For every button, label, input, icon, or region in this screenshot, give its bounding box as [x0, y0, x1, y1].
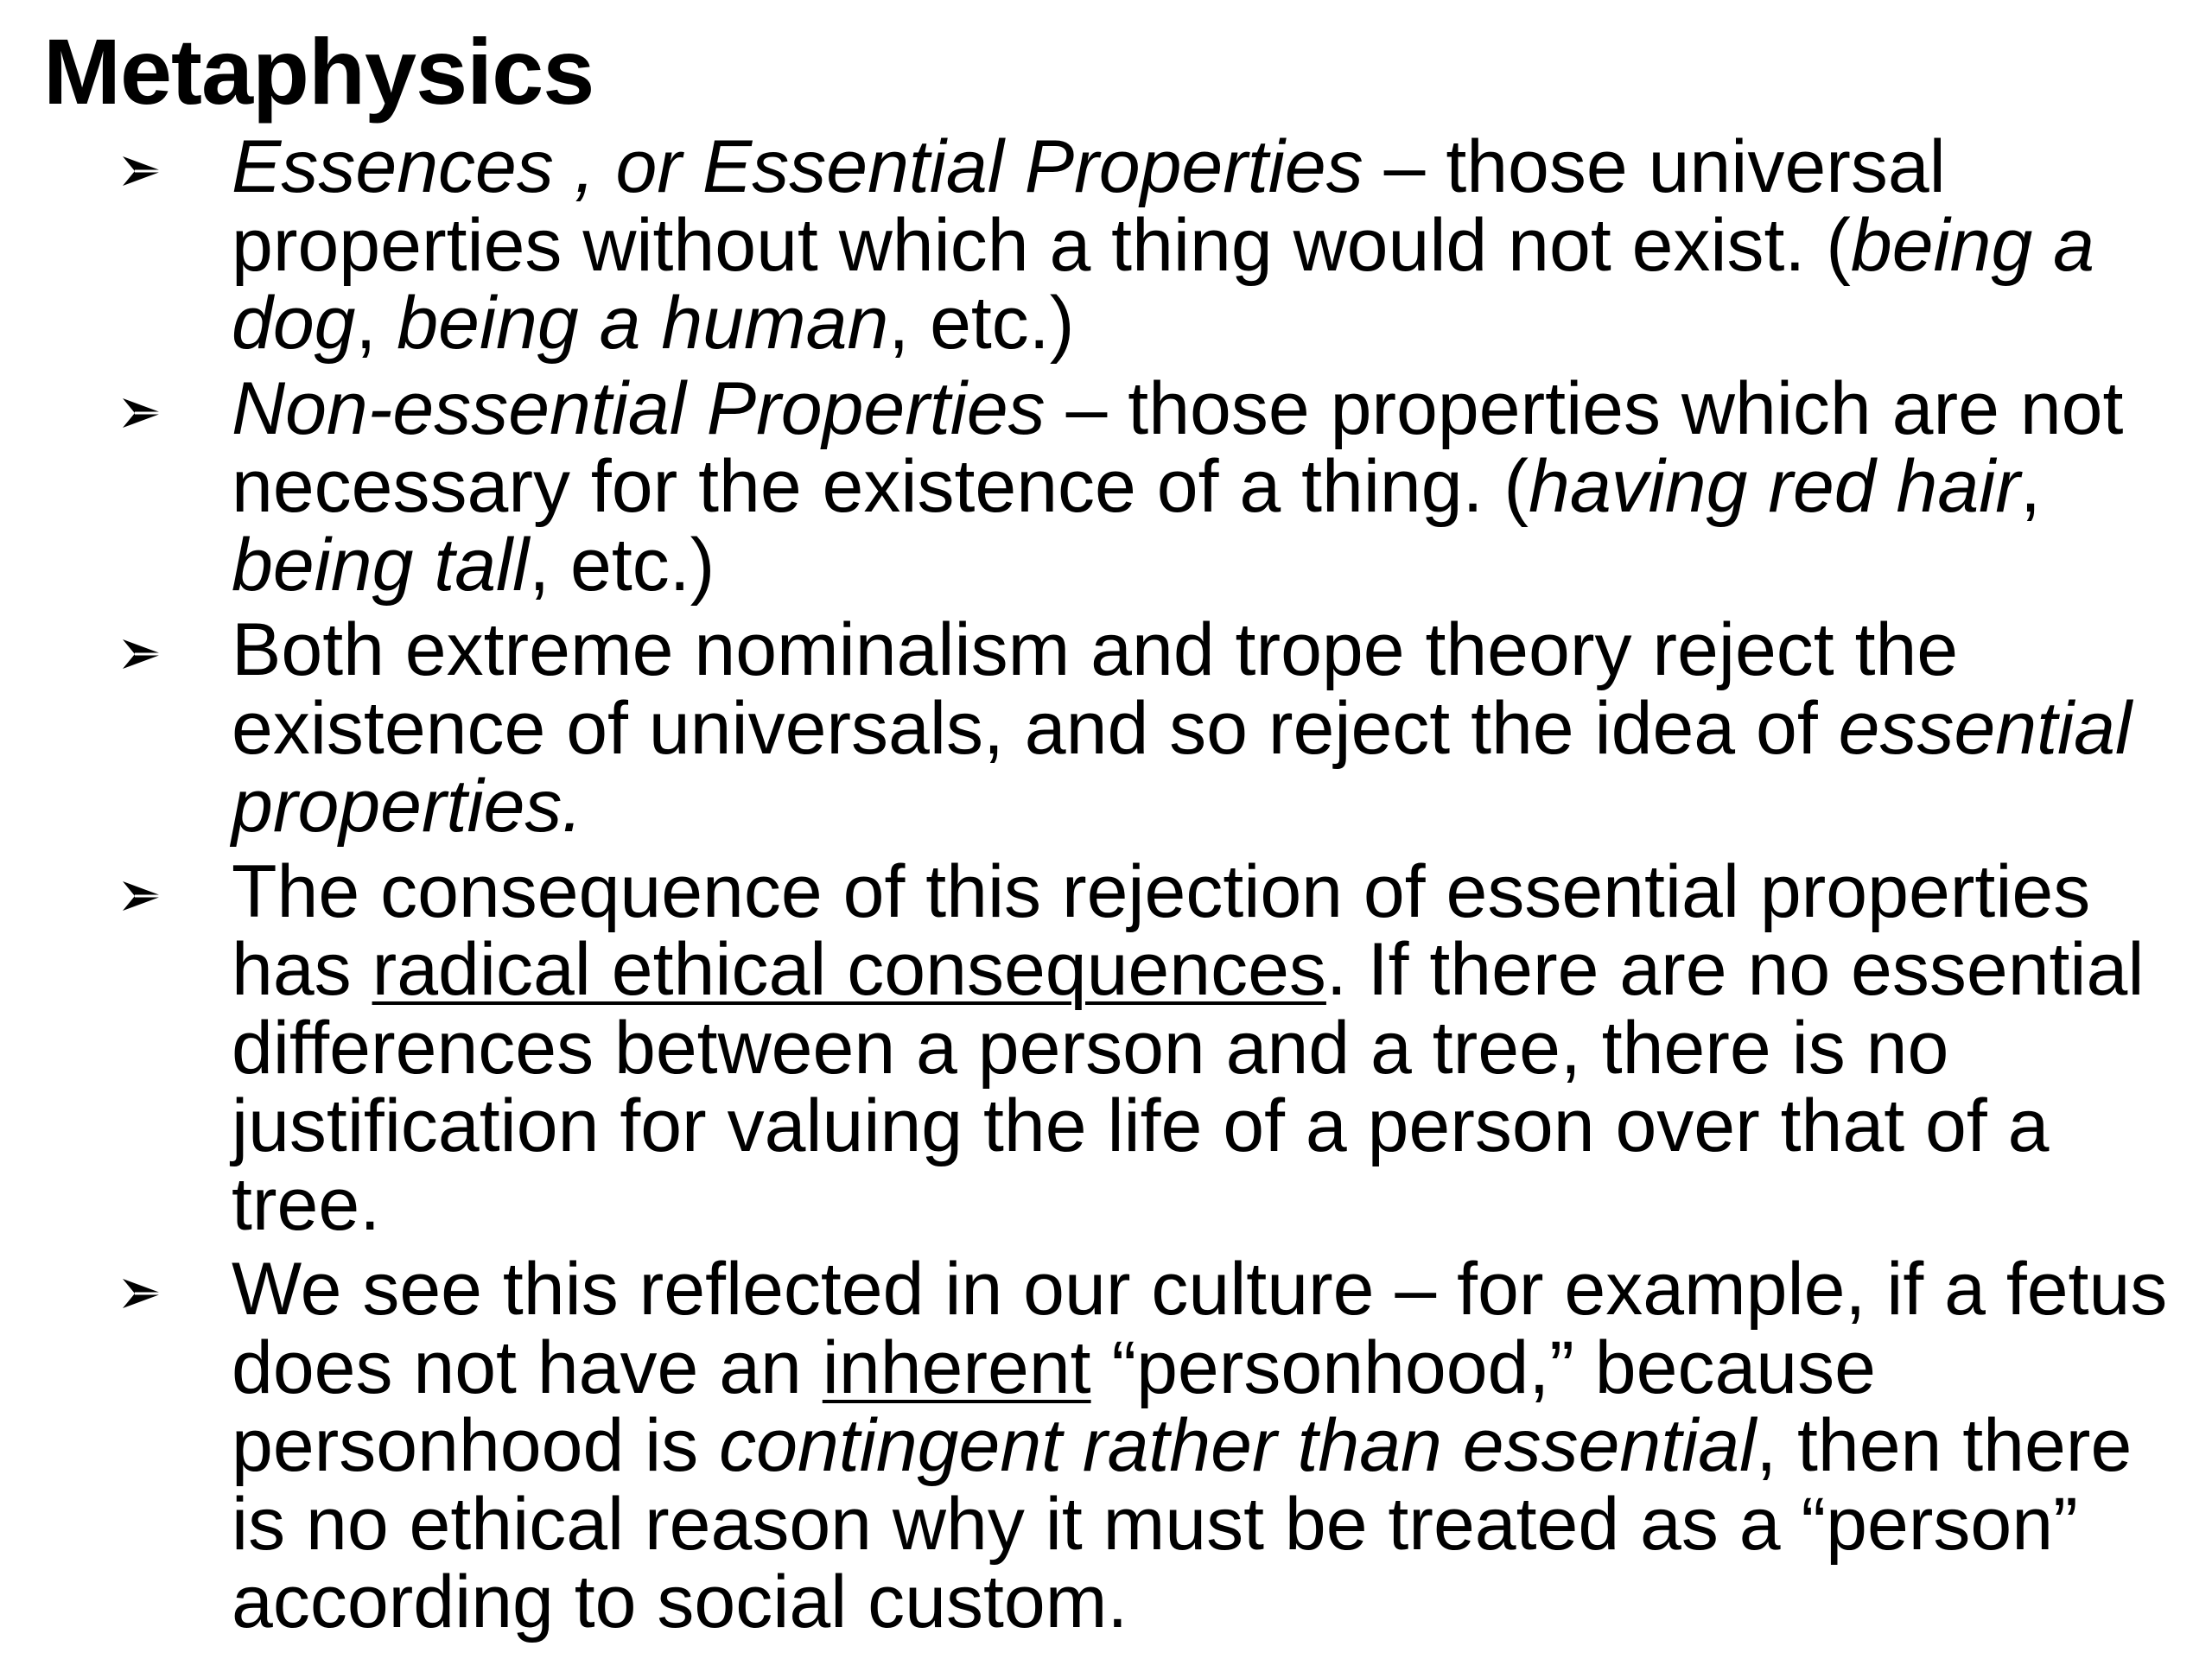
bullet-item	[0, 366, 2184, 607]
bullet-text: We see this reflected in our culture – for example, if a fetus does not have an	[232, 1248, 2168, 1409]
bullet-text: contingent rather than essential	[719, 1404, 1757, 1487]
bullet-text: The consequence of this rejection of essential properties has	[232, 849, 2091, 1011]
bullet-text: ,	[2019, 445, 2041, 528]
bullet-item	[0, 608, 2184, 848]
bullet-text: . If there are no essential differences between a person and a tree, there is no justification for valuing the life of a person over that of a tree.	[232, 928, 2145, 1246]
bullet-text: Non-essential Properties	[232, 366, 1046, 450]
slide-title: Metaphysics	[43, 19, 594, 124]
bullet-text: ,	[355, 282, 397, 365]
arrow-bullet-icon	[121, 637, 164, 671]
bullet-text: , etc.)	[888, 282, 1075, 365]
arrow-bullet-icon	[121, 396, 164, 430]
bullet-text: – those properties which are not necessary for the existence of a thing. (	[232, 366, 2124, 528]
bullet-text: inherent	[822, 1325, 1091, 1409]
bullet-item	[0, 849, 2184, 1246]
bullet-list	[0, 125, 2212, 1649]
bullet-text: Essences , or Essential Properties	[232, 125, 1363, 208]
bullet-text: having red hair	[1529, 445, 2020, 528]
bullet-text: “personhood,” because personhood is	[232, 1325, 1876, 1487]
bullet-text: essential properties.	[232, 686, 2133, 848]
bullet-text: being tall	[232, 523, 530, 607]
arrow-bullet-icon	[121, 879, 164, 913]
bullet-text: radical ethical consequences	[372, 928, 1326, 1011]
bullet-text: , etc.)	[529, 523, 715, 607]
bullet-item	[0, 1250, 2184, 1642]
arrow-bullet-icon	[121, 1276, 164, 1311]
arrow-bullet-icon	[121, 154, 164, 188]
bullet-text: being a dog	[232, 203, 2095, 365]
bullet-text: Both extreme nominalism and trope theory reject the existence of universals, and so reject the idea of	[232, 608, 1959, 770]
bullet-item	[0, 125, 2184, 365]
bullet-text: – those universal properties without which a thing would not exist. (	[232, 125, 1946, 287]
bullet-text: being a human	[397, 282, 889, 365]
bullet-text: , then there is no ethical reason why it must be treated as a “person” according to social custom.	[232, 1404, 2133, 1643]
